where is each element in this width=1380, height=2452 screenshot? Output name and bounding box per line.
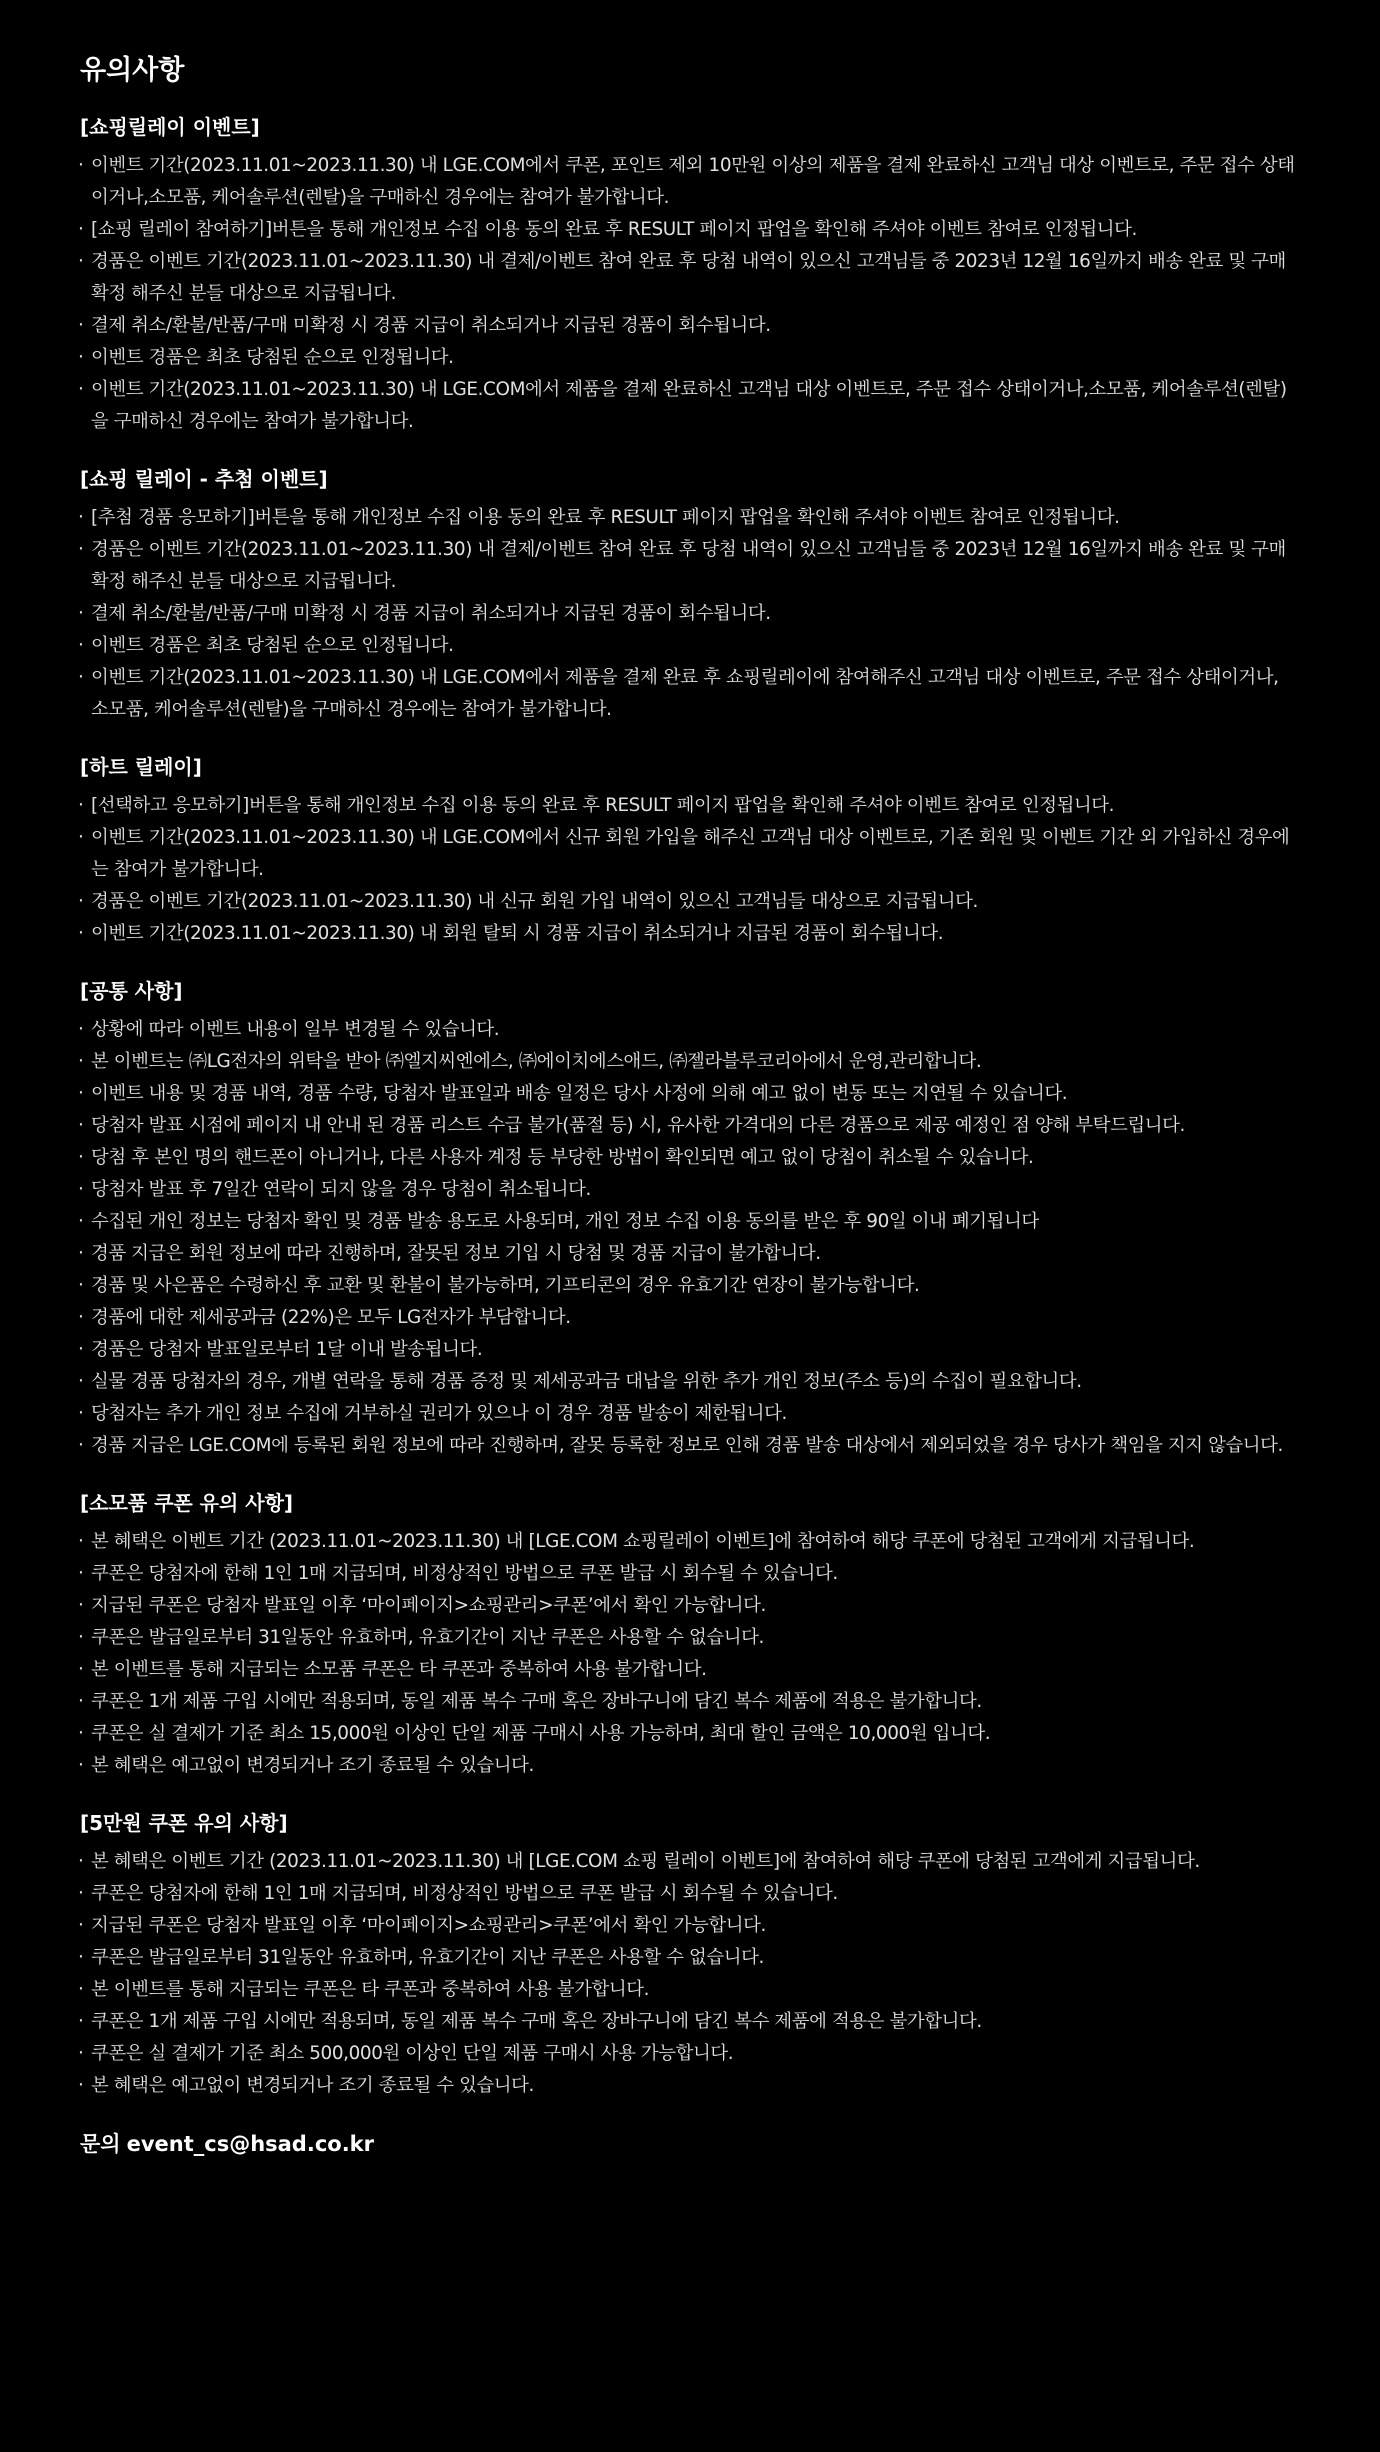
list-item: · 지급된 쿠폰은 당첨자 발표일 이후 ‘마이페이지>쇼핑관리>쿠폰’에서 확인 가능합니다. bbox=[80, 1910, 1300, 1942]
section-common bbox=[80, 976, 1300, 1462]
list-item: · 본 이벤트를 통해 지급되는 쿠폰은 타 쿠폰과 중복하여 사용 불가합니다. bbox=[80, 1974, 1300, 2006]
section-shopping-relay-draw bbox=[80, 464, 1300, 726]
list-item: · 본 이벤트는 ㈜LG전자의 위탁을 받아 ㈜엘지씨엔에스, ㈜에이치에스애드, ㈜젤라블루코리아에서 운영,관리합니다. bbox=[80, 1046, 1300, 1078]
list-item: · 경품 지급은 LGE.COM에 등록된 회원 정보에 따라 진행하며, 잘못 등록한 정보로 인해 경품 발송 대상에서 제외되었을 경우 당사가 책임을 지지 않습니다. bbox=[80, 1430, 1300, 1462]
section-heading: [쇼핑 릴레이 - 추첨 이벤트] bbox=[80, 467, 328, 491]
list-item: · 본 혜택은 이벤트 기간 (2023.11.01~2023.11.30) 내 [LGE.COM 쇼핑릴레이 이벤트]에 참여하여 해당 쿠폰에 당첨된 고객에게 지급됩니다. bbox=[80, 1526, 1300, 1558]
list-item: · 쿠폰은 실 결제가 기준 최소 500,000원 이상인 단일 제품 구매시 사용 가능합니다. bbox=[80, 2038, 1300, 2070]
list-item: · 수집된 개인 정보는 당첨자 확인 및 경품 발송 용도로 사용되며, 개인 정보 수집 이용 동의를 받은 후 90일 이내 폐기됩니다 bbox=[80, 1206, 1300, 1238]
list-item: · 쿠폰은 발급일로부터 31일동안 유효하며, 유효기간이 지난 쿠폰은 사용할 수 없습니다. bbox=[80, 1942, 1300, 1974]
list-item: · 쿠폰은 1개 제품 구입 시에만 적용되며, 동일 제품 복수 구매 혹은 장바구니에 담긴 복수 제품에 적용은 불가합니다. bbox=[80, 2006, 1300, 2038]
list-item: · 결제 취소/환불/반품/구매 미확정 시 경품 지급이 취소되거나 지급된 경품이 회수됩니다. bbox=[80, 310, 1300, 342]
list-item: · 상황에 따라 이벤트 내용이 일부 변경될 수 있습니다. bbox=[80, 1014, 1300, 1046]
list-item: · [추첨 경품 응모하기]버튼을 통해 개인정보 수집 이용 동의 완료 후 RESULT 페이지 팝업을 확인해 주셔야 이벤트 참여로 인정됩니다. bbox=[80, 502, 1300, 534]
list-item: · 당첨자 발표 후 7일간 연락이 되지 않을 경우 당첨이 취소됩니다. bbox=[80, 1174, 1300, 1206]
page-title: 유의사항 bbox=[80, 55, 185, 86]
list-item: · 지급된 쿠폰은 당첨자 발표일 이후 ‘마이페이지>쇼핑관리>쿠폰’에서 확인 가능합니다. bbox=[80, 1590, 1300, 1622]
section-heading: [5만원 쿠폰 유의 사항] bbox=[80, 1811, 288, 1835]
list-item: · 경품은 이벤트 기간(2023.11.01~2023.11.30) 내 결제/이벤트 참여 완료 후 당첨 내역이 있으신 고객님들 중 2023년 12월 16일까지 배송 완료 및 구매 확정 해주신 분들 대상으로 지급됩니다. bbox=[80, 246, 1300, 310]
list-item: · [선택하고 응모하기]버튼을 통해 개인정보 수집 이용 동의 완료 후 RESULT 페이지 팝업을 확인해 주셔야 이벤트 참여로 인정됩니다. bbox=[80, 790, 1300, 822]
list-item: · 이벤트 경품은 최초 당첨된 순으로 인정됩니다. bbox=[80, 630, 1300, 662]
list-item: · 이벤트 경품은 최초 당첨된 순으로 인정됩니다. bbox=[80, 342, 1300, 374]
list-item: · 본 이벤트를 통해 지급되는 소모품 쿠폰은 타 쿠폰과 중복하여 사용 불가합니다. bbox=[80, 1654, 1300, 1686]
notice-list bbox=[80, 790, 1300, 950]
section-shopping-relay bbox=[80, 112, 1300, 438]
notice-list bbox=[80, 502, 1300, 726]
list-item: · 이벤트 기간(2023.11.01~2023.11.30) 내 LGE.COM에서 쿠폰, 포인트 제외 10만원 이상의 제품을 결제 완료하신 고객님 대상 이벤트로, 주문 접수 상태이거나,소모품, 케어솔루션(렌탈)을 구매하신 경우에는 참여가 불가합니다. bbox=[80, 150, 1300, 214]
contact-info bbox=[80, 2128, 1300, 2160]
list-item: · 이벤트 기간(2023.11.01~2023.11.30) 내 LGE.COM에서 제품을 결제 완료 후 쇼핑릴레이에 참여해주신 고객님 대상 이벤트로, 주문 접수 상태이거나, 소모품, 케어솔루션(렌탈)을 구매하신 경우에는 참여가 불가합니다. bbox=[80, 662, 1300, 726]
notice-list bbox=[80, 150, 1300, 438]
list-item: · [쇼핑 릴레이 참여하기]버튼을 통해 개인정보 수집 이용 동의 완료 후 RESULT 페이지 팝업을 확인해 주셔야 이벤트 참여로 인정됩니다. bbox=[80, 214, 1300, 246]
list-item: · 경품은 이벤트 기간(2023.11.01~2023.11.30) 내 신규 회원 가입 내역이 있으신 고객님들 대상으로 지급됩니다. bbox=[80, 886, 1300, 918]
section-50k-coupon bbox=[80, 1808, 1300, 2102]
list-item: · 쿠폰은 발급일로부터 31일동안 유효하며, 유효기간이 지난 쿠폰은 사용할 수 없습니다. bbox=[80, 1622, 1300, 1654]
notice-list bbox=[80, 1526, 1300, 1782]
list-item: · 실물 경품 당첨자의 경우, 개별 연락을 통해 경품 증정 및 제세공과금 대납을 위한 추가 개인 정보(주소 등)의 수집이 필요합니다. bbox=[80, 1366, 1300, 1398]
list-item: · 당첨자 발표 시점에 페이지 내 안내 된 경품 리스트 수급 불가(품절 등) 시, 유사한 가격대의 다른 경품으로 제공 예정인 점 양해 부탁드립니다. bbox=[80, 1110, 1300, 1142]
section-heading: [공통 사항] bbox=[80, 979, 183, 1003]
list-item: · 본 혜택은 이벤트 기간 (2023.11.01~2023.11.30) 내 [LGE.COM 쇼핑 릴레이 이벤트]에 참여하여 해당 쿠폰에 당첨된 고객에게 지급됩니다. bbox=[80, 1846, 1300, 1878]
list-item: · 쿠폰은 1개 제품 구입 시에만 적용되며, 동일 제품 복수 구매 혹은 장바구니에 담긴 복수 제품에 적용은 불가합니다. bbox=[80, 1686, 1300, 1718]
list-item: · 경품 및 사은품은 수령하신 후 교환 및 환불이 불가능하며, 기프티콘의 경우 유효기간 연장이 불가능합니다. bbox=[80, 1270, 1300, 1302]
list-item: · 경품은 당첨자 발표일로부터 1달 이내 발송됩니다. bbox=[80, 1334, 1300, 1366]
section-heading: [하트 릴레이] bbox=[80, 755, 202, 779]
list-item: · 이벤트 기간(2023.11.01~2023.11.30) 내 LGE.COM에서 신규 회원 가입을 해주신 고객님 대상 이벤트로, 기존 회원 및 이벤트 기간 외 가입하신 경우에는 참여가 불가합니다. bbox=[80, 822, 1300, 886]
section-heading: [소모품 쿠폰 유의 사항] bbox=[80, 1491, 294, 1515]
list-item: · 쿠폰은 당첨자에 한해 1인 1매 지급되며, 비정상적인 방법으로 쿠폰 발급 시 회수될 수 있습니다. bbox=[80, 1558, 1300, 1590]
list-item: · 본 혜택은 예고없이 변경되거나 조기 종료될 수 있습니다. bbox=[80, 2070, 1300, 2102]
section-consumable-coupon bbox=[80, 1488, 1300, 1782]
notice-list bbox=[80, 1014, 1300, 1462]
list-item: · 쿠폰은 실 결제가 기준 최소 15,000원 이상인 단일 제품 구매시 사용 가능하며, 최대 할인 금액은 10,000원 입니다. bbox=[80, 1718, 1300, 1750]
list-item: · 당첨자는 추가 개인 정보 수집에 거부하실 권리가 있으나 이 경우 경품 발송이 제한됩니다. bbox=[80, 1398, 1300, 1430]
list-item: · 결제 취소/환불/반품/구매 미확정 시 경품 지급이 취소되거나 지급된 경품이 회수됩니다. bbox=[80, 598, 1300, 630]
list-item: · 이벤트 기간(2023.11.01~2023.11.30) 내 회원 탈퇴 시 경품 지급이 취소되거나 지급된 경품이 회수됩니다. bbox=[80, 918, 1300, 950]
contact-email: event_cs@hsad.co.kr bbox=[126, 2132, 374, 2156]
list-item: · 경품에 대한 제세공과금 (22%)은 모두 LG전자가 부담합니다. bbox=[80, 1302, 1300, 1334]
section-heading: [쇼핑릴레이 이벤트] bbox=[80, 115, 260, 139]
list-item: · 쿠폰은 당첨자에 한해 1인 1매 지급되며, 비정상적인 방법으로 쿠폰 발급 시 회수될 수 있습니다. bbox=[80, 1878, 1300, 1910]
list-item: · 당첨 후 본인 명의 핸드폰이 아니거나, 다른 사용자 계정 등 부당한 방법이 확인되면 예고 없이 당첨이 취소될 수 있습니다. bbox=[80, 1142, 1300, 1174]
list-item: · 경품 지급은 회원 정보에 따라 진행하며, 잘못된 정보 기입 시 당첨 및 경품 지급이 불가합니다. bbox=[80, 1238, 1300, 1270]
list-item: · 경품은 이벤트 기간(2023.11.01~2023.11.30) 내 결제/이벤트 참여 완료 후 당첨 내역이 있으신 고객님들 중 2023년 12월 16일까지 배송 완료 및 구매 확정 해주신 분들 대상으로 지급됩니다. bbox=[80, 534, 1300, 598]
section-heart-relay bbox=[80, 752, 1300, 950]
contact-label: 문의 bbox=[80, 2132, 121, 2156]
notice-list bbox=[80, 1846, 1300, 2102]
list-item: · 본 혜택은 예고없이 변경되거나 조기 종료될 수 있습니다. bbox=[80, 1750, 1300, 1782]
list-item: · 이벤트 내용 및 경품 내역, 경품 수량, 당첨자 발표일과 배송 일정은 당사 사정에 의해 예고 없이 변동 또는 지연될 수 있습니다. bbox=[80, 1078, 1300, 1110]
list-item: · 이벤트 기간(2023.11.01~2023.11.30) 내 LGE.COM에서 제품을 결제 완료하신 고객님 대상 이벤트로, 주문 접수 상태이거나,소모품, 케어솔루션(렌탈)을 구매하신 경우에는 참여가 불가합니다. bbox=[80, 374, 1300, 438]
